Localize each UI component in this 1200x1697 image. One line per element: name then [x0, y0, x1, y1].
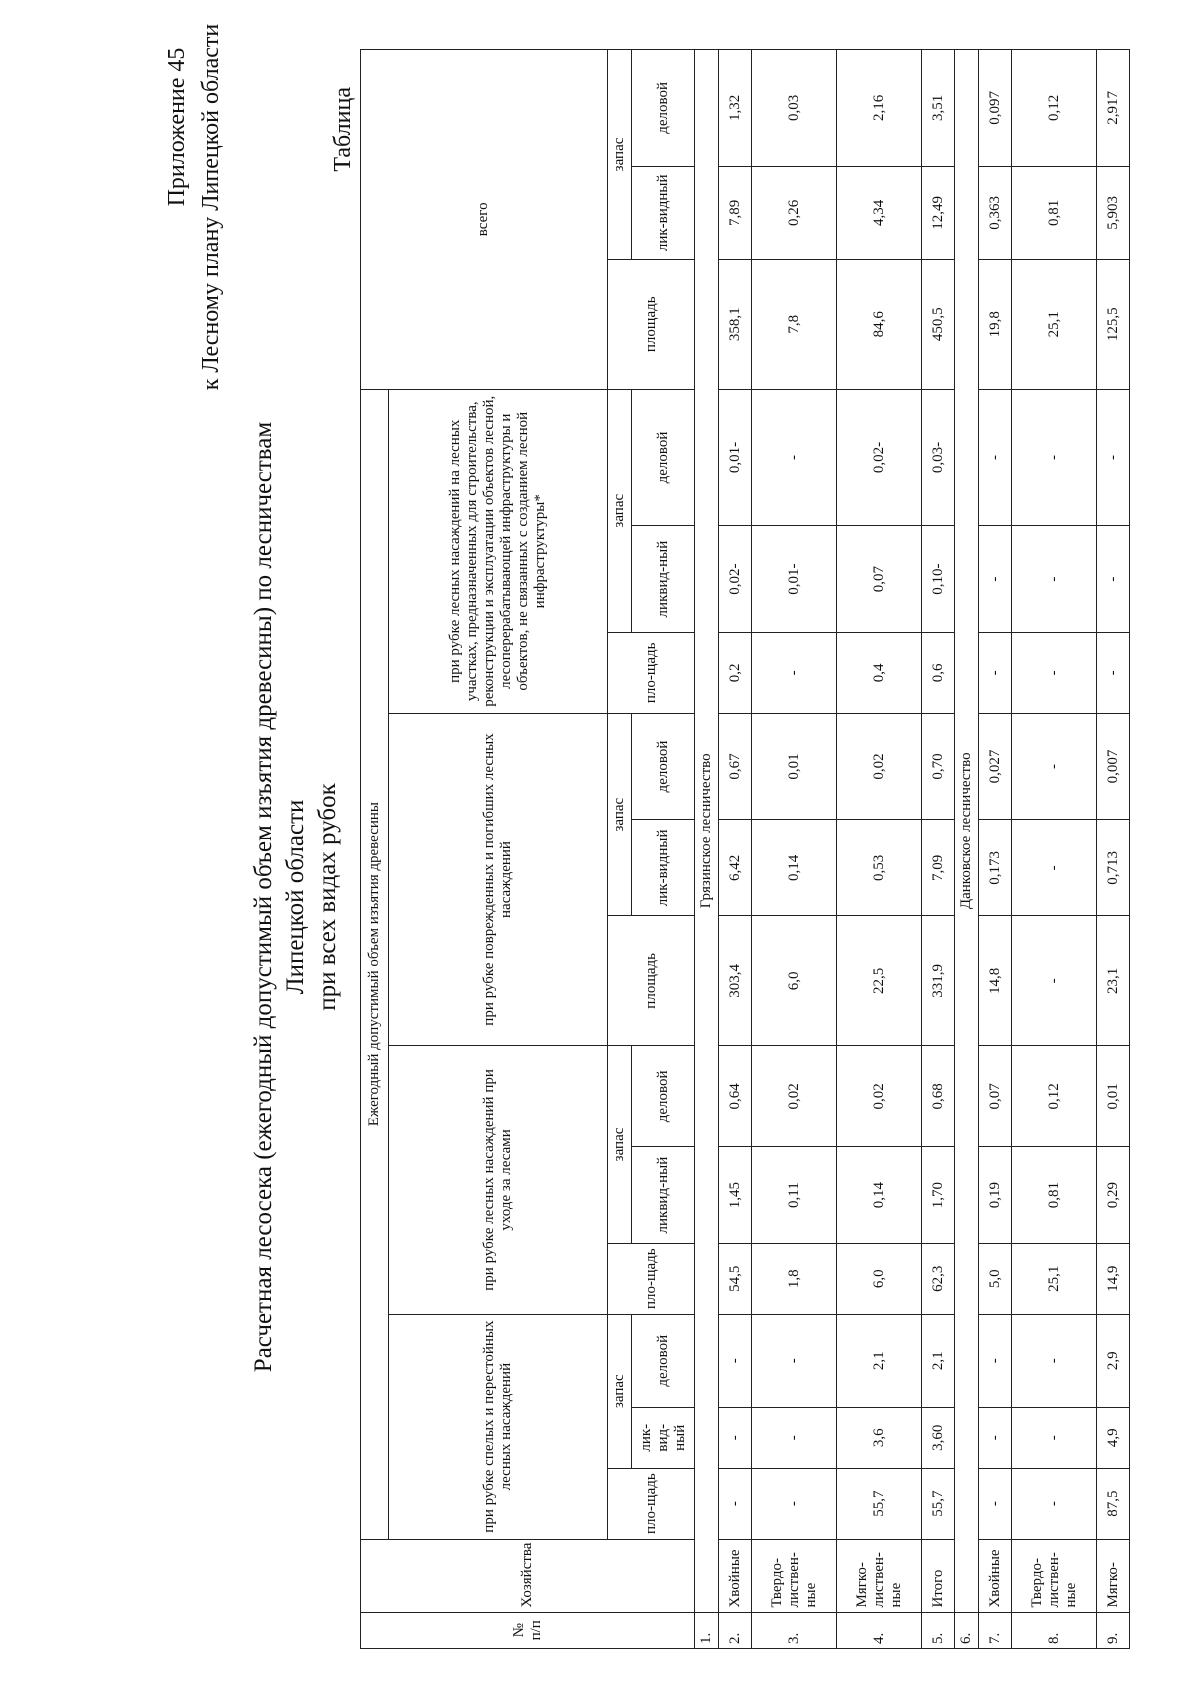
value-cell: 0,173	[979, 820, 1012, 916]
value-cell: -	[1011, 916, 1096, 1046]
value-cell: -	[1011, 1468, 1096, 1539]
value-cell: 84,6	[837, 259, 922, 389]
value-cell: 0,53	[837, 820, 922, 916]
allowable-cut-table	[360, 49, 1130, 1649]
value-cell: 303,4	[719, 916, 752, 1046]
value-cell: 2,1	[922, 1314, 955, 1407]
value-cell: 0,713	[1097, 820, 1130, 916]
value-cell: 0,02-	[719, 526, 752, 632]
value-cell: 0,6	[922, 632, 955, 713]
value-cell: 450,5	[922, 259, 955, 389]
value-cell: 0,19	[979, 1147, 1012, 1243]
title-line-1: Расчетная лесосека (ежегодный допустимый объем изъятия древесины) по лесничествам Липецкой области	[250, 421, 309, 1373]
table-row	[1097, 50, 1130, 1649]
table-row	[837, 50, 922, 1649]
value-cell: 1,45	[719, 1147, 752, 1243]
value-cell: 5,903	[1097, 166, 1130, 259]
group-mature-header: при рубке спелых и перестойных лесных насаждений	[389, 1314, 607, 1539]
value-cell: 0,03	[752, 50, 837, 167]
value-cell: 7,89	[719, 166, 752, 259]
g3-business-header: деловой	[631, 713, 694, 819]
value-cell: 0,01	[1097, 1046, 1130, 1147]
title-line-2: при всех видах рубок	[314, 783, 341, 1011]
table-row	[719, 50, 752, 1649]
value-cell: 0,4	[837, 632, 922, 713]
value-cell: -	[719, 1314, 752, 1407]
row-number: 5.	[922, 1612, 955, 1648]
row-number: 1.	[695, 1612, 719, 1648]
group-infrastructure-header: при рубке лесных насаждений на лесных участках, предназначенных для строительства, реконструкции и эксплуатации объектов лесной, лесоперерабатывающей инфраструктуры и объектов, не связанных с созданием лесной инфраструктуры*	[389, 389, 607, 713]
value-cell: 7,8	[752, 259, 837, 389]
g3-stock-header: запас	[607, 713, 631, 916]
g5-business-header: деловой	[631, 50, 694, 167]
value-cell: -	[1011, 713, 1096, 819]
value-cell: -	[1097, 632, 1130, 713]
value-cell: 125,5	[1097, 259, 1130, 389]
value-cell: -	[979, 526, 1012, 632]
g4-area-header: пло-щадь	[607, 632, 694, 713]
value-cell: -	[979, 389, 1012, 526]
value-cell: 0,26	[752, 166, 837, 259]
value-cell: 2,9	[1097, 1314, 1130, 1407]
group-care-header: при рубке лесных насаждений при уходе за лесами	[389, 1046, 607, 1314]
g2-liquid-header: ликвид-ный	[631, 1147, 694, 1243]
value-cell: 0,097	[979, 50, 1012, 167]
row-number: 8.	[1011, 1612, 1096, 1648]
farm-name: Итого	[922, 1539, 955, 1612]
value-cell: 6,0	[752, 916, 837, 1046]
value-cell: -	[979, 1468, 1012, 1539]
value-cell: 6,0	[837, 1243, 922, 1314]
table-row	[979, 50, 1012, 1649]
g4-stock-header: запас	[607, 389, 631, 632]
value-cell: 87,5	[1097, 1468, 1130, 1539]
value-cell: 2,917	[1097, 50, 1130, 167]
g3-liquid-header: лик-видный	[631, 820, 694, 916]
value-cell: 4,9	[1097, 1407, 1130, 1468]
value-cell: 25,1	[1011, 1243, 1096, 1314]
value-cell: -	[1097, 526, 1130, 632]
value-cell: 358,1	[719, 259, 752, 389]
g2-stock-header: запас	[607, 1046, 631, 1244]
value-cell: 0,363	[979, 166, 1012, 259]
value-cell: 3,51	[922, 50, 955, 167]
value-cell: 23,1	[1097, 916, 1130, 1046]
value-cell: 0,81	[1011, 1147, 1096, 1243]
value-cell: 0,027	[979, 713, 1012, 819]
value-cell: -	[1011, 820, 1096, 916]
appendix-label: Приложение 45	[164, 47, 190, 207]
row-number: 3.	[752, 1612, 837, 1648]
g5-liquid-header: лик-видный	[631, 166, 694, 259]
value-cell: 14,8	[979, 916, 1012, 1046]
row-number: 9.	[1097, 1612, 1130, 1648]
value-cell: 0,02	[837, 713, 922, 819]
farm-name: Твердо-листвен-ные	[752, 1539, 837, 1612]
value-cell: 6,42	[719, 820, 752, 916]
row-number: 7.	[979, 1612, 1012, 1648]
g1-stock-header: запас	[607, 1314, 631, 1468]
col-number-header: № п/п	[361, 1612, 695, 1648]
value-cell: -	[719, 1468, 752, 1539]
g5-area-header: площадь	[607, 259, 694, 389]
value-cell: 55,7	[837, 1468, 922, 1539]
section-row	[955, 50, 979, 1649]
table-row	[1011, 50, 1096, 1649]
g5-stock-header: запас	[607, 50, 631, 260]
value-cell: 25,1	[1011, 259, 1096, 389]
g1-area-header: пло-щадь	[607, 1468, 694, 1539]
value-cell: 0,01	[752, 713, 837, 819]
value-cell: 0,03-	[922, 389, 955, 526]
value-cell: 54,5	[719, 1243, 752, 1314]
value-cell: 0,02	[752, 1046, 837, 1147]
value-cell: -	[719, 1407, 752, 1468]
value-cell: 4,34	[837, 166, 922, 259]
value-cell: 2,16	[837, 50, 922, 167]
value-cell: 0,01-	[752, 526, 837, 632]
value-cell: -	[752, 632, 837, 713]
row-number: 6.	[955, 1612, 979, 1648]
table-caption: Таблица	[330, 87, 356, 172]
value-cell: 0,29	[1097, 1147, 1130, 1243]
table-body	[695, 50, 1130, 1649]
value-cell: 1,70	[922, 1147, 955, 1243]
value-cell: 0,01-	[719, 389, 752, 526]
col-farm-header: Хозяйства	[361, 1539, 695, 1612]
value-cell: 0,2	[719, 632, 752, 713]
g1-business-header: деловой	[631, 1314, 694, 1407]
value-cell: 0,07	[837, 526, 922, 632]
document-title	[248, 387, 344, 1407]
annual-volume-header: Ежегодный допустимый объем изъятия древесины	[361, 389, 389, 1539]
g2-business-header: деловой	[631, 1046, 694, 1147]
value-cell: 0,14	[837, 1147, 922, 1243]
value-cell: -	[1011, 632, 1096, 713]
g2-area-header: пло-щадь	[607, 1243, 694, 1314]
farm-name: Мягко-	[1097, 1539, 1130, 1612]
value-cell: 0,02-	[837, 389, 922, 526]
forestry-section-label: Грязинское лесничество	[695, 50, 719, 1613]
value-cell: 22,5	[837, 916, 922, 1046]
farm-name: Твердо-листвен-ные	[1011, 1539, 1096, 1612]
value-cell: 0,64	[719, 1046, 752, 1147]
value-cell: -	[1097, 389, 1130, 526]
value-cell: 331,9	[922, 916, 955, 1046]
g4-liquid-header: ликвид-ный	[631, 526, 694, 632]
g3-area-header: площадь	[607, 916, 694, 1046]
value-cell: 0,12	[1011, 1046, 1096, 1147]
group-damaged-header: при рубке поврежденных и погибших лесных насаждений	[389, 713, 607, 1045]
value-cell: 0,007	[1097, 713, 1130, 819]
value-cell: 3,6	[837, 1407, 922, 1468]
row-number: 2.	[719, 1612, 752, 1648]
value-cell: 0,70	[922, 713, 955, 819]
value-cell: -	[752, 1314, 837, 1407]
value-cell: 12,49	[922, 166, 955, 259]
value-cell: 1,32	[719, 50, 752, 167]
value-cell: 14,9	[1097, 1243, 1130, 1314]
value-cell: 2,1	[837, 1314, 922, 1407]
value-cell: 0,12	[1011, 50, 1096, 167]
value-cell: 55,7	[922, 1468, 955, 1539]
forestry-section-label: Данковское лесничество	[955, 50, 979, 1613]
value-cell: 0,10-	[922, 526, 955, 632]
farm-name: Мягко-листвен-ные	[837, 1539, 922, 1612]
row-number: 4.	[837, 1612, 922, 1648]
value-cell: -	[979, 1314, 1012, 1407]
value-cell: 19,8	[979, 259, 1012, 389]
value-cell: -	[752, 389, 837, 526]
value-cell: 7,09	[922, 820, 955, 916]
appendix-header	[160, 17, 228, 391]
value-cell: 0,14	[752, 820, 837, 916]
value-cell: 0,81	[1011, 166, 1096, 259]
value-cell: 0,68	[922, 1046, 955, 1147]
section-row	[695, 50, 719, 1649]
table-row	[752, 50, 837, 1649]
total-group-header: всего	[361, 50, 608, 390]
g4-business-header: деловой	[631, 389, 694, 526]
g1-liquid-header: лик-вид-ный	[631, 1407, 694, 1468]
value-cell: 62,3	[922, 1243, 955, 1314]
value-cell: -	[752, 1468, 837, 1539]
farm-name: Хвойные	[979, 1539, 1012, 1612]
value-cell: -	[1011, 526, 1096, 632]
value-cell: -	[979, 632, 1012, 713]
value-cell: 1,8	[752, 1243, 837, 1314]
value-cell: 3,60	[922, 1407, 955, 1468]
value-cell: -	[1011, 389, 1096, 526]
value-cell: -	[979, 1407, 1012, 1468]
value-cell: 0,07	[979, 1046, 1012, 1147]
value-cell: -	[1011, 1314, 1096, 1407]
value-cell: 0,02	[837, 1046, 922, 1147]
value-cell: -	[752, 1407, 837, 1468]
value-cell: 0,67	[719, 713, 752, 819]
plan-reference: к Лесному плану Липецкой области	[198, 23, 224, 391]
value-cell: 0,11	[752, 1147, 837, 1243]
value-cell: -	[1011, 1407, 1096, 1468]
farm-name: Хвойные	[719, 1539, 752, 1612]
value-cell: 5,0	[979, 1243, 1012, 1314]
table-row	[922, 50, 955, 1649]
